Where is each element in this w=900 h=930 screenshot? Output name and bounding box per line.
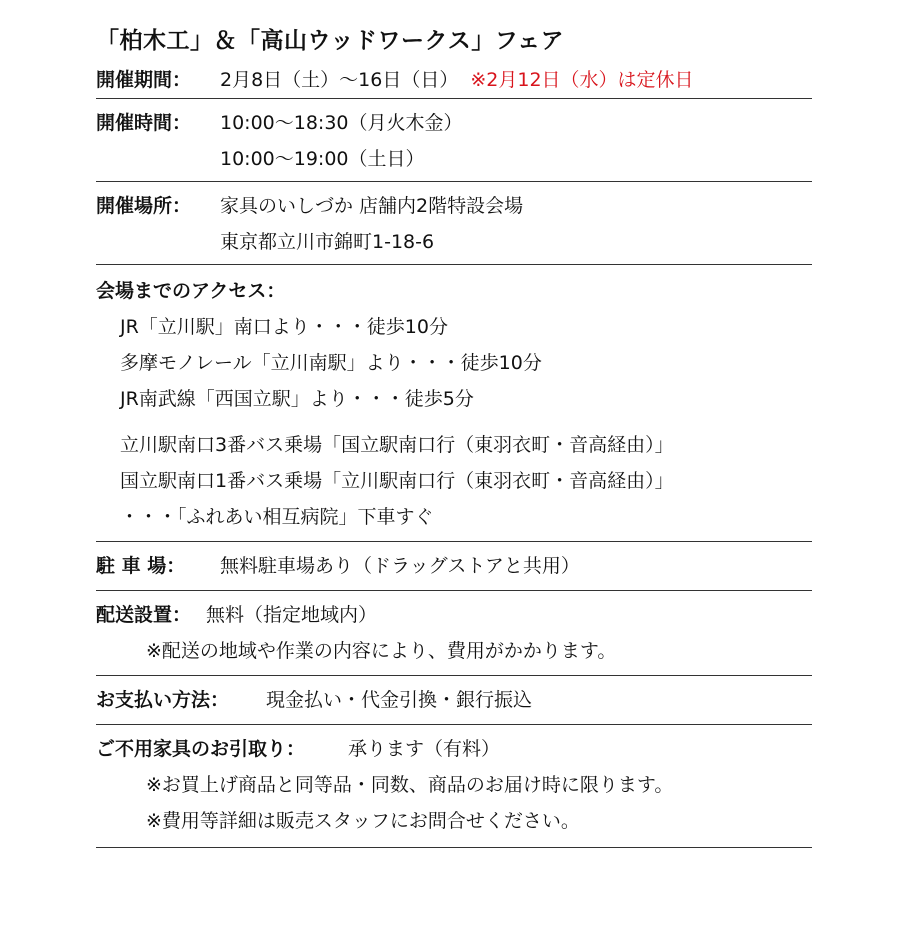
delivery-section — [96, 591, 812, 676]
payment-label: お支払い方法： — [96, 689, 230, 711]
venue-row-1 — [96, 188, 812, 224]
pickup-note: ※費用等詳細は販売スタッフにお問合せください。 — [146, 810, 580, 832]
access-bus-item: 国立駅南口1番バス乗場「立川駅南口行（東羽衣町・音高経由）」 — [120, 470, 674, 492]
period-section — [96, 62, 812, 99]
period-label: 開催期間： — [96, 69, 192, 91]
delivery-label: 配送設置： — [96, 604, 192, 626]
parking-label: 駐 車 場： — [96, 555, 186, 577]
pickup-value: 承ります（有料） — [348, 738, 501, 760]
access-spacer — [96, 417, 812, 427]
parking-value: 無料駐車場あり（ドラッグストアと共用） — [220, 555, 580, 577]
hours-weekday: 10:00〜18:30（月火木金） — [220, 112, 463, 134]
parking-row — [96, 548, 812, 584]
hours-label: 開催時間： — [96, 112, 192, 134]
hours-row-1 — [96, 105, 812, 141]
holiday-note: ※2月12日（水）は定休日 — [470, 69, 694, 91]
venue-name: 家具のいしづか 店舗内2階特設会場 — [220, 195, 524, 217]
payment-row — [96, 682, 812, 718]
pickup-section — [96, 725, 812, 848]
access-rail-item: 多摩モノレール「立川南駅」より・・・徒歩10分 — [120, 352, 542, 374]
access-bus-stop: ・・・「ふれあい相互病院」下車すぐ — [120, 506, 434, 528]
parking-section — [96, 542, 812, 591]
pickup-row — [96, 731, 812, 767]
venue-label: 開催場所： — [96, 195, 192, 217]
delivery-row — [96, 597, 812, 633]
payment-section — [96, 676, 812, 725]
hours-weekend: 10:00〜19:00（土日） — [220, 148, 425, 170]
access-label: 会場までのアクセス： — [96, 280, 286, 302]
hours-section — [96, 99, 812, 182]
payment-value: 現金払い・代金引換・銀行振込 — [266, 689, 533, 711]
fair-title: 「柏木工」＆「高山ウッドワークス」フェア — [96, 28, 565, 54]
period-row — [96, 62, 812, 98]
access-bus-item: 立川駅南口3番バス乗場「国立駅南口行（東羽衣町・音高経由）」 — [120, 434, 674, 456]
venue-section — [96, 182, 812, 265]
venue-address: 東京都立川市錦町1-18-6 — [220, 231, 435, 253]
delivery-note: ※配送の地域や作業の内容により、費用がかかります。 — [146, 640, 617, 662]
pickup-note: ※お買上げ商品と同等品・同数、商品のお届け時に限ります。 — [146, 774, 674, 796]
access-rail-item: JR南武線「西国立駅」より・・・徒歩5分 — [120, 388, 474, 410]
pickup-label: ご不用家具のお引取り： — [96, 738, 306, 760]
period-value: 2月8日（土）〜16日（日） — [220, 69, 459, 91]
access-section — [96, 265, 812, 542]
access-rail-item: JR「立川駅」南口より・・・徒歩10分 — [120, 316, 448, 338]
fair-info-document — [96, 20, 812, 848]
delivery-value: 無料（指定地域内） — [206, 604, 378, 626]
